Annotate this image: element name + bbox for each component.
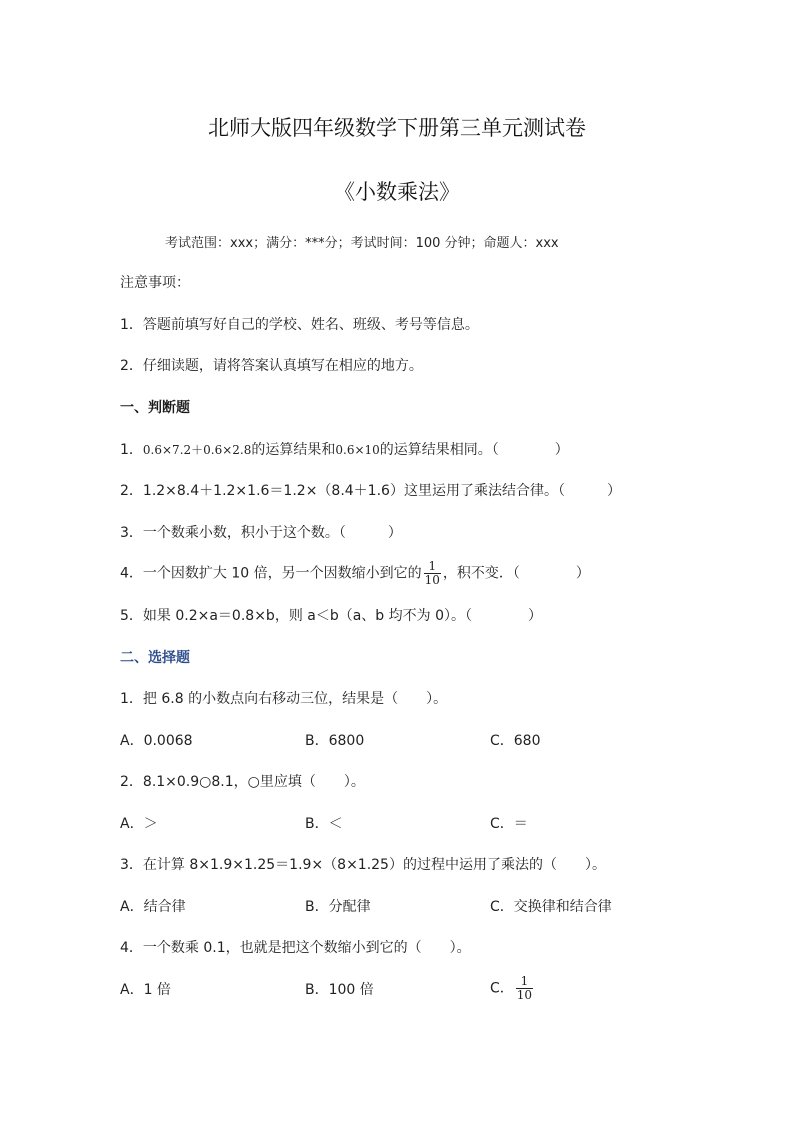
page-title: 北师大版四年级数学下册第三单元测试卷 [208, 116, 586, 140]
option-label: C． [490, 980, 514, 997]
question-number: 1． [120, 442, 143, 458]
choice-option-c: C．＝ [490, 816, 528, 832]
choice-question-1: 1．把 6.8 的小数点向右移动三位，结果是（ ）。 [120, 691, 448, 707]
fraction-denominator: 10 [516, 988, 533, 1002]
fraction-denominator: 10 [424, 573, 440, 587]
fraction [424, 560, 441, 587]
notes-heading: 注意事项： [120, 275, 190, 291]
question-text: 的运算结果相同。（ ） [379, 442, 569, 458]
judgement-question-5: 5．如果 0.2×a＝0.8×b，则 a＜b（a、b 均不为 0）。（ ） [120, 608, 543, 624]
fraction [516, 975, 533, 1002]
choice-option-b: B．6800 [305, 733, 365, 749]
choice-option-a: A．1 倍 [120, 982, 171, 998]
choice-question-4: 4．一个数乘 0.1，也就是把这个数缩小到它的（ ）。 [120, 940, 471, 956]
fraction-numerator: 1 [516, 975, 533, 989]
choice-option-b: B．＜ [305, 816, 343, 832]
section-heading-choice: 二、选择题 [120, 650, 190, 666]
choice-option-c: C．680 [490, 733, 541, 749]
judgement-question-2: 2．1.2×8.4＋1.2×1.6＝1.2×（8.4＋1.6）这里运用了乘法结合律。（ ） [120, 483, 621, 499]
question-text: ，积不变．（ ） [442, 565, 590, 582]
judgement-question-4 [120, 560, 590, 587]
choice-option-a: A．结合律 [120, 899, 186, 915]
note-item: 1．答题前填写好自己的学校、姓名、班级、考号等信息。 [120, 317, 479, 333]
choice-option-a: A．0.0068 [120, 733, 193, 749]
question-text: 4．一个因数扩大 10 倍，另一个因数缩小到它的 [120, 565, 422, 582]
fraction-numerator: 1 [424, 560, 441, 574]
judgement-question-3: 3．一个数乘小数，积小于这个数。（ ） [120, 525, 402, 541]
section-heading-judgement: 一、判断题 [120, 400, 190, 416]
math-expression: 0.6×10 [335, 443, 380, 457]
choice-option-a: A．＞ [120, 816, 158, 832]
math-expression: 0.6×7.2＋0.6×2.8 [142, 443, 252, 457]
judgement-question-1 [120, 440, 569, 460]
question-text: 的运算结果和 [251, 442, 336, 458]
choice-option-b: B．100 倍 [305, 982, 374, 998]
choice-option-b: B．分配律 [305, 899, 371, 915]
note-item: 2．仔细读题，请将答案认真填写在相应的地方。 [120, 358, 423, 374]
choice-question-3: 3．在计算 8×1.9×1.25＝1.9×（8×1.25）的过程中运用了乘法的（ ）。 [120, 857, 606, 873]
choice-question-2: 2．8.1×0.9○8.1，○里应填（ ）。 [120, 774, 365, 790]
choice-option-c: C．交换律和结合律 [490, 899, 612, 915]
page-subtitle: 《小数乘法》 [334, 180, 460, 204]
exam-info: 考试范围：xxx；满分：***分；考试时间：100 分钟；命题人：xxx [165, 236, 559, 251]
choice-option-c [490, 975, 535, 1002]
